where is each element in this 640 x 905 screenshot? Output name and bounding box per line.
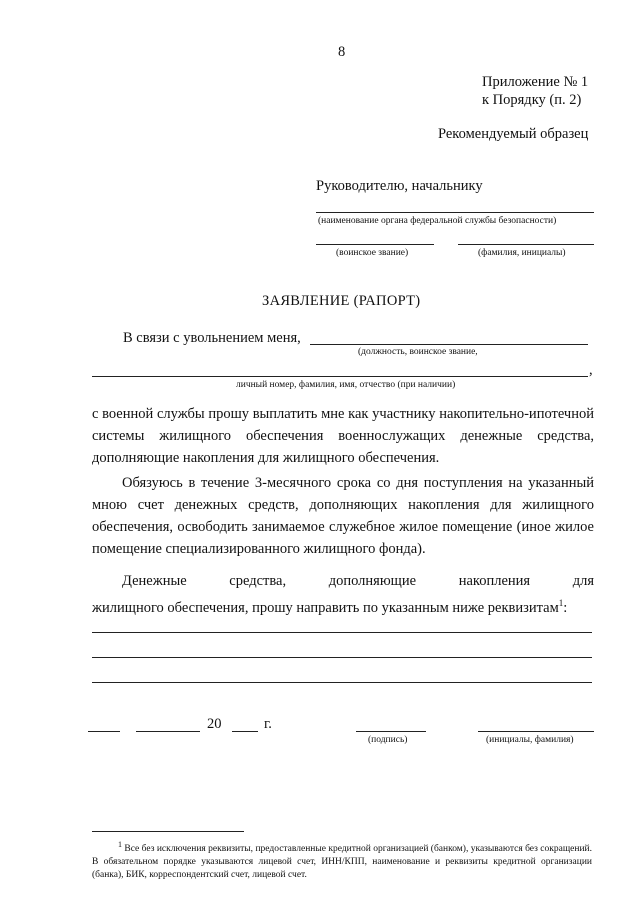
transfer-text: жилищного обеспечения, прошу направить по указанным ниже реквизитам	[92, 599, 559, 616]
appendix-label: Приложение № 1	[482, 74, 589, 90]
personal-data-caption: личный номер, фамилия, имя, отчество (при наличии)	[236, 380, 456, 390]
position-caption: (должность, воинское звание,	[358, 347, 478, 357]
footnote	[92, 838, 592, 882]
order-label: к Порядку (п. 2)	[482, 92, 582, 108]
addressee-name-caption: (фамилия, инициалы)	[478, 248, 566, 258]
paragraph-transfer-line2	[92, 592, 567, 619]
org-name-line	[316, 212, 594, 213]
date-year-line	[232, 731, 258, 732]
addressee-name-line	[458, 244, 594, 245]
signature-line	[356, 731, 426, 732]
personal-data-line	[92, 376, 588, 377]
transfer-colon: :	[563, 599, 568, 616]
signer-name-caption: (инициалы, фамилия)	[486, 735, 574, 745]
position-line	[310, 344, 588, 345]
rank-caption: (воинское звание)	[336, 248, 409, 258]
recommended-sample-label: Рекомендуемый образец	[438, 126, 589, 142]
requisites-line-2	[92, 657, 592, 658]
footnote-separator	[92, 831, 244, 832]
intro-text: В связи с увольнением меня,	[123, 330, 301, 346]
addressee-line: Руководителю, начальнику	[316, 178, 483, 194]
requisites-line-1	[92, 632, 592, 633]
document-title: ЗАЯВЛЕНИЕ (РАПОРТ)	[262, 293, 421, 309]
comma: ,	[589, 362, 593, 378]
org-name-caption: (наименование органа федеральной службы безопасности)	[318, 216, 557, 226]
signature-caption: (подпись)	[368, 735, 408, 745]
date-day-line	[88, 731, 120, 732]
footnote-ref: 1	[558, 598, 564, 608]
paragraph-obligation: Обязуюсь в течение 3-месячного срока со дня поступления на указанный мною счет денежных средств, дополняющих накопления для жилищного обеспечения, освободить занимаемое служебное жилое помещение (иное жилое помещение специализированного жилищного фонда).	[92, 475, 594, 557]
year-prefix: 20	[207, 716, 222, 732]
signer-name-line	[478, 731, 594, 732]
footnote-text: Все без исключения реквизиты, предоставленные кредитной организацией (банком), указываются без сокращений. В обязательном порядке указываются лицевой счет, ИНН/КПП, наименование и реквизиты кредитной организации (банка), БИК, корреспондентский счет, лицевой счет.	[92, 844, 592, 881]
date-month-line	[136, 731, 200, 732]
footnote-mark: 1	[118, 840, 122, 849]
requisites-line-3	[92, 682, 592, 683]
rank-line	[316, 244, 434, 245]
paragraph-request: с военной службы прошу выплатить мне как участнику накопительно-ипотечной системы жилищного обеспечения военнослужащих денежные средства, дополняющие накопления для жилищного обеспечения.	[92, 406, 594, 466]
year-suffix: г.	[264, 716, 272, 732]
paragraph-transfer-line1: Денежные средства, дополняющие накопления для	[122, 573, 594, 589]
page-number: 8	[338, 44, 346, 60]
